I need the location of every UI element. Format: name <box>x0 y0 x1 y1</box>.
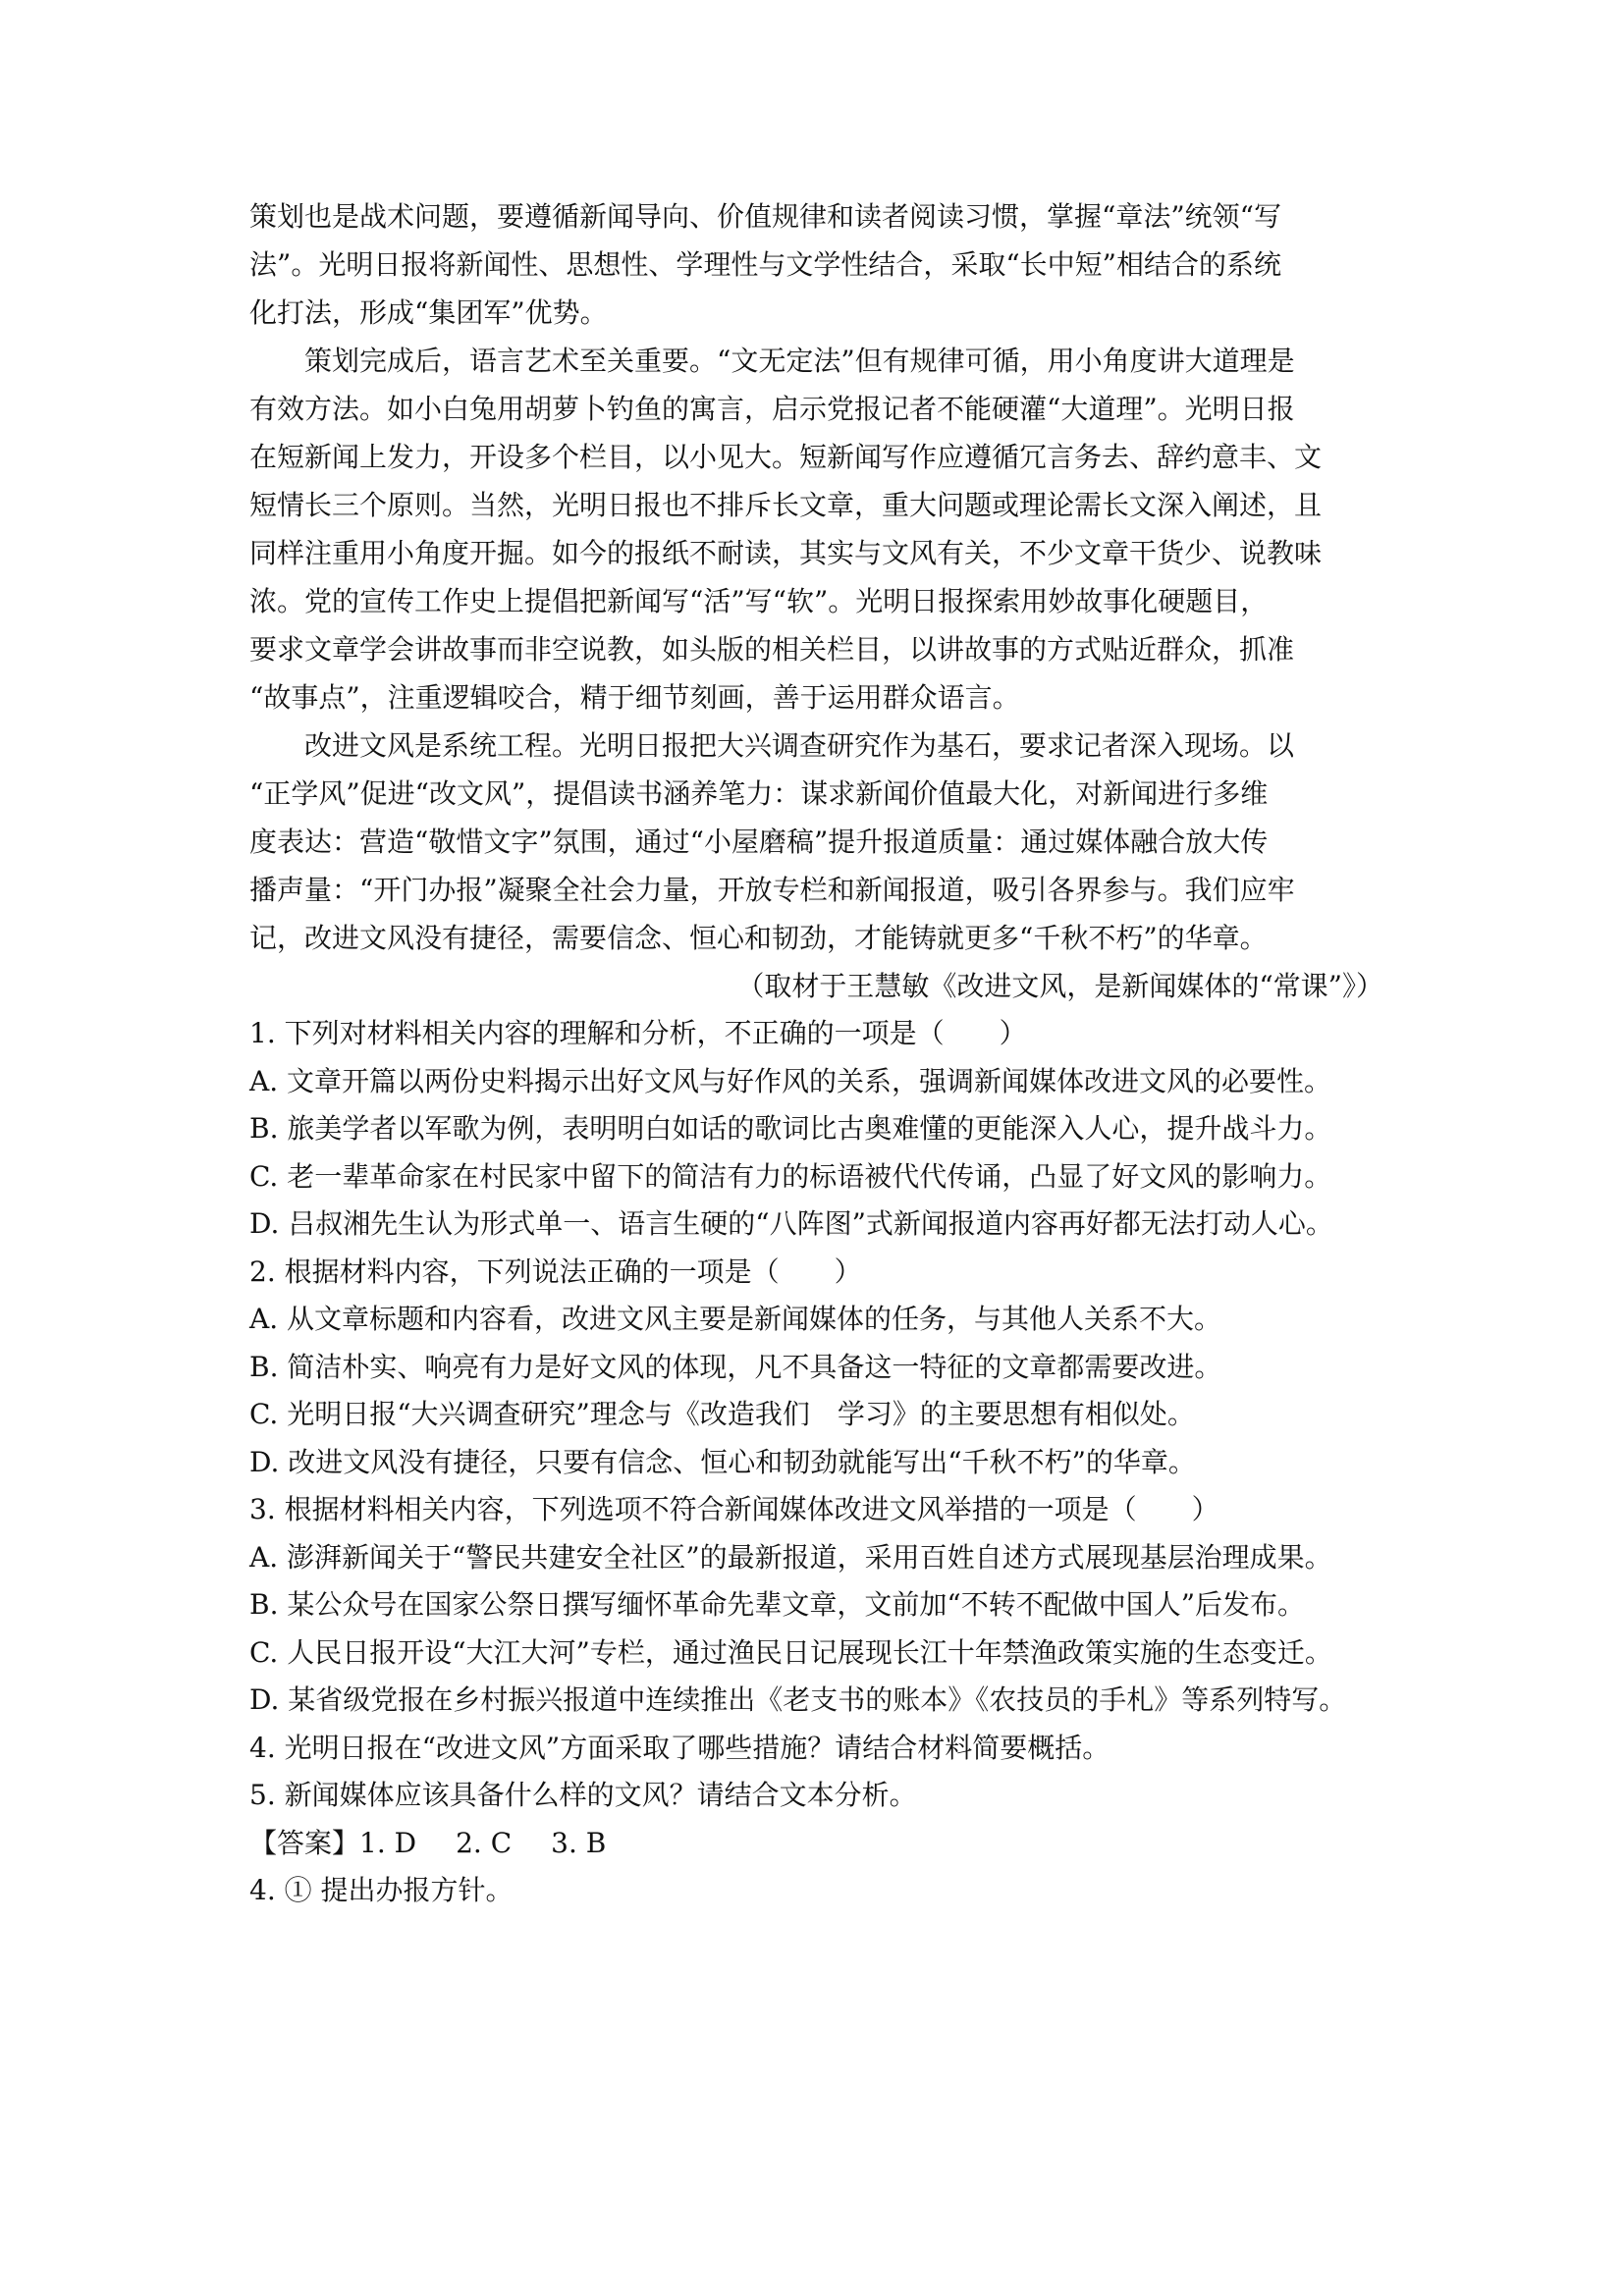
question-1 <box>249 1010 1383 1249</box>
option-d: D. 吕叔湘先生认为形式单一、语言生硬的“八阵图”式新闻报道内容再好都无法打动人心。 <box>249 1207 1333 1240</box>
text-line: 有效方法。如小白兔用胡萝卜钓鱼的寓言，启示党报记者不能硬灌“大道理”。光明日报 <box>249 393 1295 425</box>
question-stem: 1. 下列对材料相关内容的理解和分析，不正确的一项是（ ） <box>249 1017 1027 1049</box>
source-citation: （取材于王慧敏《改进文风，是新闻媒体的“常课”》） <box>736 970 1383 1002</box>
text-line: 度表达：营造“敬惜文字”氛围，通过“小屋磨稿”提升报道质量：通过媒体融合放大传 <box>249 826 1269 858</box>
text-line: 策划也是战术问题，要遵循新闻导向、价值规律和读者阅读习惯，掌握“章法”统领“写 <box>249 200 1281 233</box>
question-stem: 2. 根据材料内容，下列说法正确的一项是（ ） <box>249 1255 862 1288</box>
text-line: 改进文风是系统工程。光明日报把大兴调查研究作为基石，要求记者深入现场。以 <box>304 729 1295 762</box>
question-2 <box>249 1249 1383 1487</box>
page-content <box>249 192 1383 1915</box>
paragraph-strategy <box>249 192 1383 337</box>
text-line: “故事点”，注重逻辑咬合，精于细节刻画，善于运用群众语言。 <box>249 681 1020 714</box>
text-line: 在短新闻上发力，开设多个栏目，以小见大。短新闻写作应遵循冗言务去、辞约意丰、文 <box>249 441 1323 473</box>
option-a: A. 澎湃新闻关于“警民共建安全社区”的最新报道，采用百姓自述方式展现基层治理成果。 <box>249 1540 1332 1574</box>
text-line: 播声量：“开门办报”凝聚全社会力量，开放专栏和新闻报道，吸引各界参与。我们应牢 <box>249 874 1295 906</box>
text-line: 化打法，形成“集团军”优势。 <box>249 296 608 329</box>
answer-1: 1. D <box>359 1826 417 1859</box>
text-line: 浓。党的宣传工作史上提倡把新闻写“活”写“软”。光明日报探索用妙故事化硬题目， <box>249 585 1269 617</box>
answer-3: 3. B <box>551 1826 607 1859</box>
option-c: C. 人民日报开设“大江大河”专栏，通过渔民日记展现长江十年禁渔政策实施的生态变迁。 <box>249 1635 1332 1669</box>
option-d: D. 改进文风没有捷径，只要有信念、恒心和韧劲就能写出“千秋不朽”的华章。 <box>249 1445 1196 1478</box>
answer-line <box>249 1820 1383 1868</box>
text-line: 记，改进文风没有捷径，需要信念、恒心和韧劲，才能铸就更多“千秋不朽”的华章。 <box>249 922 1268 954</box>
option-d: D. 某省级党报在乡村振兴报道中连续推出《老支书的账本》《农技员的手札》等系列特写。 <box>249 1683 1347 1716</box>
paragraph-language-art <box>249 337 1383 721</box>
text-line: 策划完成后，语言艺术至关重要。“文无定法”但有规律可循，用小角度讲大道理是 <box>304 345 1295 377</box>
text-line: “正学风”促进“改文风”，提倡读书涵养笔力：谋求新闻价值最大化，对新闻进行多维 <box>249 777 1269 810</box>
answer-label: 【答案】 <box>249 1826 360 1859</box>
question-stem: 3. 根据材料相关内容，下列选项不符合新闻媒体改进文风举措的一项是（ ） <box>249 1493 1219 1525</box>
option-c: C. 老一辈革命家在村民家中留下的简洁有力的标语被代代传诵，凸显了好文风的影响力。 <box>249 1159 1332 1193</box>
option-a: A. 文章开篇以两份史料揭示出好文风与好作风的关系，强调新闻媒体改进文风的必要性。 <box>249 1064 1332 1097</box>
text-line: 要求文章学会讲故事而非空说教，如头版的相关栏目，以讲故事的方式贴近群众，抓准 <box>249 633 1295 666</box>
option-b: B. 简洁朴实、响亮有力是好文风的体现，凡不具备这一特征的文章都需要改进。 <box>249 1350 1222 1383</box>
option-a: A. 从文章标题和内容看，改进文风主要是新闻媒体的任务，与其他人关系不大。 <box>249 1303 1222 1335</box>
question-5: 5. 新闻媒体应该具备什么样的文风？请结合文本分析。 <box>249 1779 917 1811</box>
option-b: B. 旅美学者以军歌为例，表明明白如话的歌词比古奥难懂的更能深入人心，提升战斗力。 <box>249 1112 1332 1145</box>
answer-4: 4. ① 提出办报方针。 <box>249 1874 514 1906</box>
option-b: B. 某公众号在国家公祭日撰写缅怀革命先辈文章，文前加“不转不配做中国人”后发布。 <box>249 1588 1306 1621</box>
question-3 <box>249 1486 1383 1725</box>
paragraph-system-engineering <box>249 721 1383 962</box>
text-line: 同样注重用小角度开掘。如今的报纸不耐读，其实与文风有关，不少文章干货少、说教味 <box>249 537 1323 569</box>
text-line: 法”。光明日报将新闻性、思想性、学理性与文学性结合，采取“长中短”相结合的系统 <box>249 248 1281 281</box>
question-4: 4. 光明日报在“改进文风”方面采取了哪些措施？请结合材料简要概括。 <box>249 1731 1110 1764</box>
option-c: C. 光明日报“大兴调查研究”理念与《改造我们 学习》的主要思想有相似处。 <box>249 1398 1195 1430</box>
answer-2: 2. C <box>456 1826 513 1859</box>
text-line: 短情长三个原则。当然，光明日报也不排斥长文章，重大问题或理论需长文深入阐述，且 <box>249 489 1323 521</box>
